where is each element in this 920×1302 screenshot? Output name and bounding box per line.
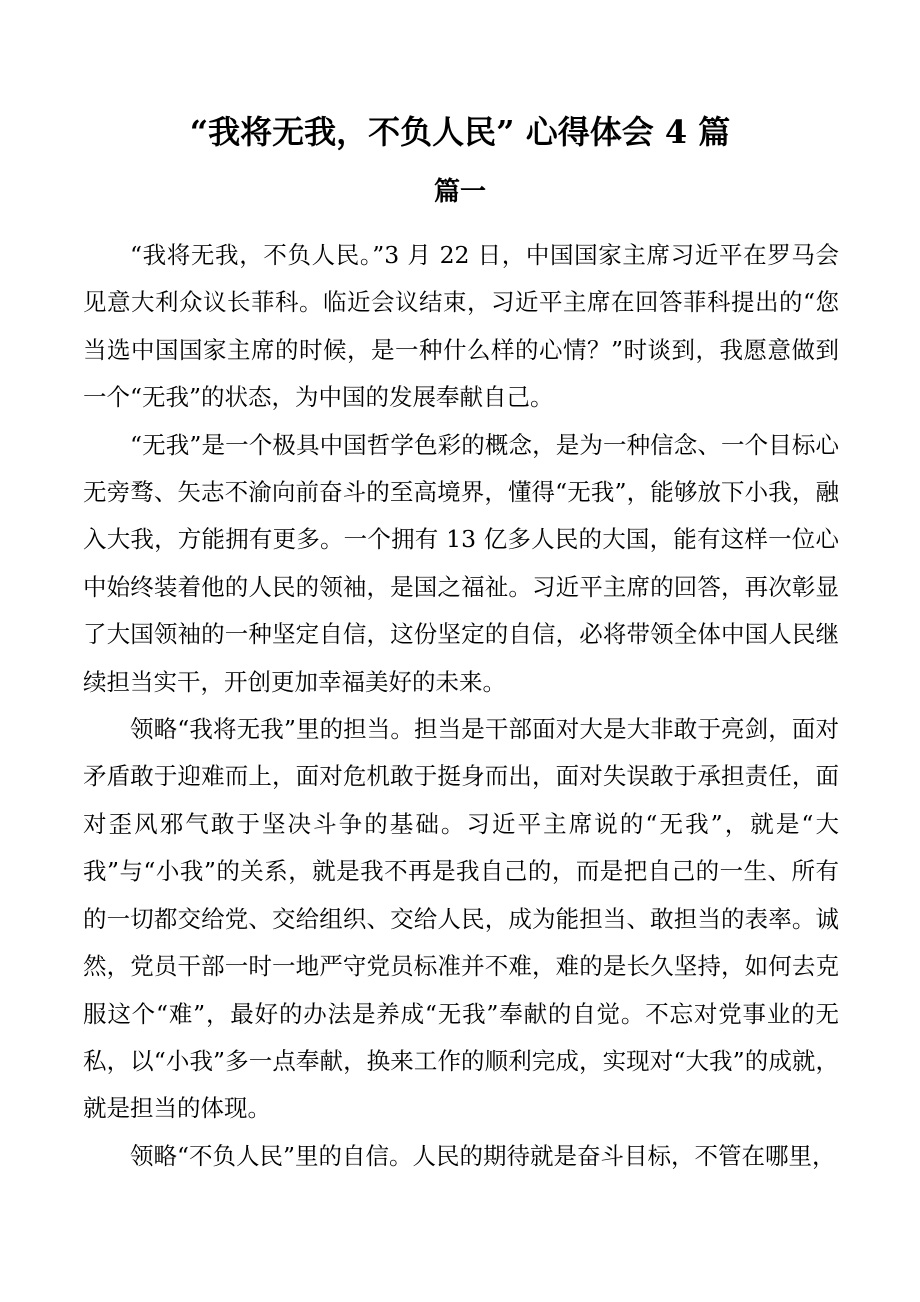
paragraph-4: 领略“不负人民”里的自信。人民的期待就是奋斗目标，不管在哪里，	[130, 1141, 836, 1170]
paragraph-2: “无我”是一个极具中国哲学色彩的概念，是为一种信念、一个目标心无旁骛、矢志不渝向前奋斗的至高境界，懂得“无我”，能够放下小我，融入大我，方能拥有更多。一个拥有 13 亿多人民的大国，能有这样一位心中始终装着他的人民的领袖，是国之福祉。习近平主席的回答，再次彰显了大国领袖的一种坚定自信，这份坚定的自信，必将带领全体中国人民继续担当实干，开创更加幸福美好的未来。	[83, 430, 839, 696]
document-body	[83, 232, 839, 1180]
document-title: “我将无我，不负人民” 心得体会 4 篇	[189, 113, 731, 151]
paragraph-1: “我将无我，不负人民。”3 月 22 日，中国国家主席习近平在罗马会见意大利众议长菲科。临近会议结束，习近平主席在回答菲科提出的“您当选中国国家主席的时候，是一种什么样的心情？”时谈到，我愿意做到一个“无我”的状态，为中国的发展奉献自己。	[83, 241, 839, 412]
paragraph-3: 领略“我将无我”里的担当。担当是干部面对大是大非敢于亮剑，面对矛盾敢于迎难而上，面对危机敢于挺身而出，面对失误敢于承担责任，面对歪风邪气敢于坚决斗争的基础。习近平主席说的“无我”，就是“大我”与“小我”的关系，就是我不再是我自己的，而是把自己的一生、所有的一切都交给党、交给组织、交给人民，成为能担当、敢担当的表率。诚然，党员干部一时一地严守党员标准并不难，难的是长久坚持，如何去克服这个“难”，最好的办法是养成“无我”奉献的自觉。不忘对党事业的无私，以“小我”多一点奉献，换来工作的顺利完成，实现对“大我”的成就，就是担当的体现。	[83, 715, 839, 1123]
section-heading: 篇一	[433, 177, 486, 207]
